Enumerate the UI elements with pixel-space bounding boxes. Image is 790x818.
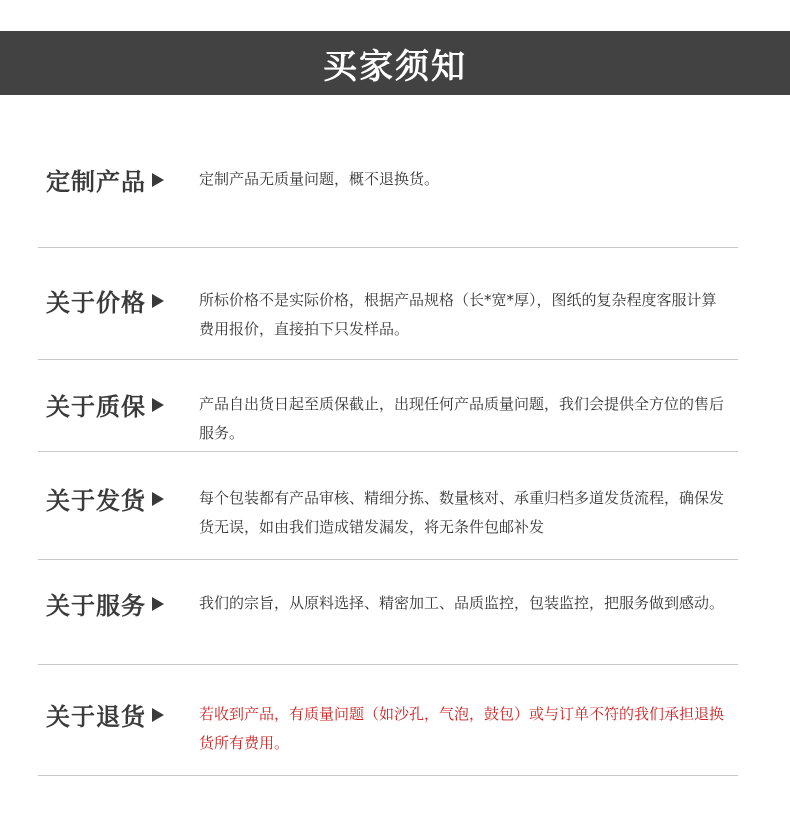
section-heading	[46, 162, 164, 197]
section-body-text: 每个包装都有产品审核、精细分拣、数量核对、承重归档多道发货流程，确保发货无误，如由我们造成错发漏发，将无条件包邮补发	[199, 489, 725, 536]
section-heading-label: 关于价格	[46, 289, 146, 317]
section-heading-label: 定制产品	[46, 168, 146, 196]
section-heading-label: 关于质保	[46, 393, 146, 421]
triangle-right-icon	[152, 597, 164, 611]
section-body-text: 我们的宗旨，从原料选择、精密加工、品质监控，包装监控，把服务做到感动。	[199, 594, 725, 612]
section-heading	[46, 387, 164, 422]
section-heading	[46, 697, 164, 732]
triangle-right-icon	[152, 708, 164, 722]
divider	[38, 359, 738, 360]
triangle-right-icon	[152, 398, 164, 412]
page-title: 买家须知	[323, 46, 467, 87]
section-heading-label: 关于退货	[46, 703, 146, 731]
section-heading	[46, 481, 164, 516]
section-heading	[46, 586, 164, 621]
divider	[38, 664, 738, 665]
divider	[38, 247, 738, 248]
divider	[38, 559, 738, 560]
header-bar	[0, 31, 790, 95]
section-body-text: 产品自出货日起至质保截止，出现任何产品质量问题，我们会提供全方位的售后服务。	[199, 395, 725, 442]
section-body-text: 所标价格不是实际价格，根据产品规格（长*宽*厚），图纸的复杂程度客服计算费用报价，直接拍下只发样品。	[199, 291, 717, 338]
section-body-text: 定制产品无质量问题，概不退换货。	[199, 170, 440, 188]
triangle-right-icon	[152, 173, 164, 187]
triangle-right-icon	[152, 492, 164, 506]
section-body-text-highlighted: 若收到产品，有质量问题（如沙孔，气泡，鼓包）或与订单不符的我们承担退换货所有费用。	[199, 705, 725, 752]
triangle-right-icon	[152, 294, 164, 308]
divider	[38, 775, 738, 776]
divider	[38, 451, 738, 452]
section-heading-label: 关于发货	[46, 487, 146, 515]
section-heading-label: 关于服务	[46, 592, 146, 620]
section-heading	[46, 283, 164, 318]
